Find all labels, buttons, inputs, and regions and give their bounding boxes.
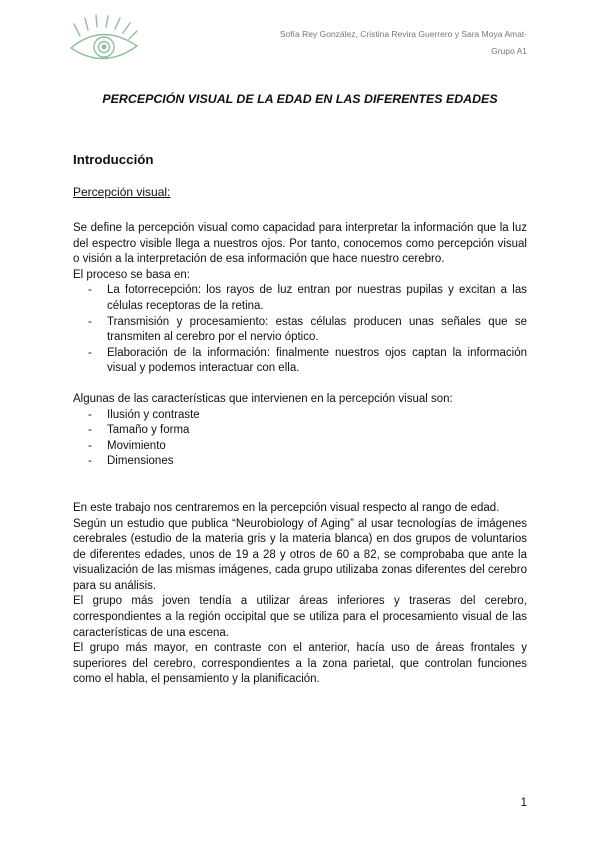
list-item (73, 454, 527, 470)
list-item (73, 408, 527, 424)
list-item-text: Movimiento (107, 439, 166, 452)
study-paragraph: En este trabajo nos centraremos en la percepción visual respecto al rango de edad. (73, 501, 500, 514)
header-group: Grupo A1 (491, 46, 527, 56)
characteristics-list (73, 408, 527, 470)
list-item-text: Tamaño y forma (107, 424, 190, 437)
characteristics-intro: Algunas de las características que intervienen en la percepción visual son: (73, 392, 453, 405)
list-bullet: - (88, 408, 92, 421)
process-steps-list (73, 283, 527, 377)
list-item-text: Ilusión y contraste (107, 408, 200, 421)
eye-logo-icon (68, 14, 140, 72)
page-number: 1 (520, 797, 527, 809)
list-bullet: - (88, 315, 92, 328)
list-item (73, 439, 527, 455)
list-item (73, 423, 527, 439)
list-bullet: - (88, 439, 92, 452)
subsection-title: Percepción visual: (73, 185, 171, 199)
document-body (73, 221, 527, 688)
list-item (73, 346, 527, 377)
spacer (73, 377, 527, 392)
list-item-text: Transmisión y procesamiento: estas células producen unas señales que se transmiten al cerebro por el nervio óptico. (107, 315, 527, 344)
list-item (73, 315, 527, 346)
intro-paragraph: Se define la percepción visual como capacidad para interpretar la información que la luz del espectro visible llega a nuestros ojos. Por tanto, conocemos como percepción visual o visión a la interpretación de esa información que hace nuestro cerebro. (73, 222, 527, 266)
list-item-text: Elaboración de la información: finalmente nuestros ojos captan la información visual y podemos interactuar con ella. (107, 346, 527, 375)
study-paragraph: Según un estudio que publica “Neurobiology of Aging” al usar tecnologías de imágenes cerebrales (estudio de la materia gris y la materia blanca) en dos grupos de voluntarios de diferentes edades, unos de 19 a 28 y otros de 60 a 82, se comprobaba que ante la visualización de las mismas imágenes, cada grupo utilizaba zonas diferentes del cerebro para su análisis. (73, 517, 527, 592)
list-bullet: - (88, 346, 92, 359)
list-bullet: - (88, 284, 92, 297)
header-authors-names: Sofía Rey González, Cristina Revira Guerrero y Sara Moya Amat- (279, 29, 527, 39)
spacer (73, 470, 527, 501)
list-item-text: Dimensiones (107, 455, 174, 468)
process-intro: El proceso se basa en: (73, 268, 190, 281)
list-item-text: La fotorrecepción: los rayos de luz entran por nuestras pupilas y excitan a las células receptoras de la retina. (107, 284, 527, 312)
list-bullet: - (88, 424, 92, 437)
study-paragraph: El grupo más mayor, en contraste con el anterior, hacía uso de áreas frontales y superiores del cerebro, correspondientes a la zona parietal, que controlan funciones como el habla, el pensamiento y la planificación. (73, 642, 527, 686)
document-title: PERCEPCIÓN VISUAL DE LA EDAD EN LAS DIFERENTES EDADES (102, 92, 498, 106)
list-bullet: - (88, 455, 92, 468)
list-item (73, 283, 527, 314)
study-paragraph: El grupo más joven tendía a utilizar áreas inferiores y traseras del cerebro, correspondientes a la región occipital que se utiliza para el procesamiento visual de las características de una escena. (73, 595, 527, 639)
section-title: Introducción (73, 152, 154, 167)
header-authors (197, 26, 527, 60)
